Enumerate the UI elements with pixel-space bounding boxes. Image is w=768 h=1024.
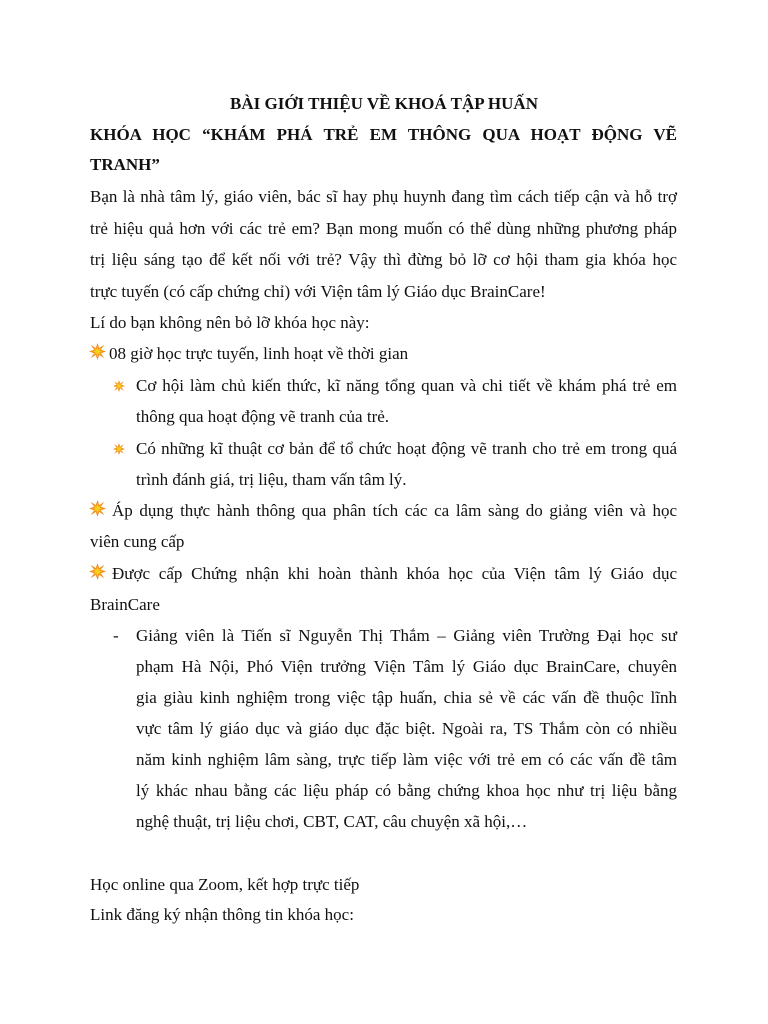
collision-burst-icon (113, 380, 125, 392)
collision-burst-icon (113, 443, 125, 455)
lecturer-line-3: gia giàu kinh nghiệm trong việc tập huấn, chia sẻ về các vấn đề thuộc lĩnh (136, 688, 677, 707)
sub-point-2-line-1: Có những kĩ thuật cơ bản để tổ chức hoạt động vẽ tranh cho trẻ em trong quá (136, 439, 677, 458)
collision-burst-icon (89, 563, 106, 580)
lecturer-line-7: nghệ thuật, trị liệu chơi, CBT, CAT, câu chuyện xã hội,… (136, 812, 528, 831)
course-title-line-2: TRANH” (90, 155, 160, 174)
course-title-line-1: KHÓA HỌC “KHÁM PHÁ TRẺ EM THÔNG QUA HOẠT ĐỘNG VẼ (90, 125, 677, 144)
lecturer-line-4: vực tâm lý giáo dục và giáo dục đặc biệt. Ngoài ra, TS Thắm còn có nhiều (136, 719, 677, 738)
point-2-line-2: viên cung cấp (90, 532, 185, 551)
dash-list-marker: - (113, 626, 119, 645)
lecturer-line-6: lý khác nhau bằng các liệu pháp có bằng chứng khoa học như trị liệu bằng (136, 781, 677, 800)
learning-mode-text: Học online qua Zoom, kết hợp trực tiếp (90, 875, 360, 894)
reasons-heading: Lí do bạn không nên bỏ lỡ khóa học này: (90, 313, 370, 332)
point-3-line-2: BrainCare (90, 595, 160, 614)
point-3-line-1: Được cấp Chứng nhận khi hoàn thành khóa học của Viện tâm lý Giáo dục (112, 564, 677, 583)
collision-burst-icon (89, 343, 106, 360)
lecturer-line-5: năm kinh nghiệm lâm sàng, trực tiếp làm việc với trẻ em có các vấn đề tâm (136, 750, 677, 769)
point-2-line-1: Áp dụng thực hành thông qua phân tích các ca lâm sàng do giảng viên và học (112, 501, 677, 520)
lecturer-line-1: Giảng viên là Tiến sĩ Nguyễn Thị Thắm – Giảng viên Trường Đại học sư (136, 626, 677, 645)
intro-line-3: trị liệu sáng tạo để kết nối với trẻ? Vậy thì đừng bỏ lỡ cơ hội tham gia khóa học (90, 250, 677, 269)
sub-point-1-line-1: Cơ hội làm chủ kiến thức, kĩ năng tổng quan và chi tiết về khám phá trẻ em (136, 376, 677, 395)
intro-line-2: trẻ hiệu quả hơn với các trẻ em? Bạn mong muốn có thể dùng những phương pháp (90, 219, 677, 238)
lecturer-line-2: phạm Hà Nội, Phó Viện trưởng Viện Tâm lý Giáo dục BrainCare, chuyên (136, 657, 677, 676)
sub-point-2-line-2: trình đánh giá, trị liệu, tham vấn tâm lý. (136, 470, 407, 489)
registration-link-label: Link đăng ký nhận thông tin khóa học: (90, 905, 354, 924)
intro-line-4: trực tuyến (có cấp chứng chỉ) với Viện tâm lý Giáo dục BrainCare! (90, 282, 546, 301)
intro-line-1: Bạn là nhà tâm lý, giáo viên, bác sĩ hay phụ huynh đang tìm cách tiếp cận và hỗ trợ (90, 187, 677, 206)
collision-burst-icon (89, 500, 106, 517)
point-1-text: 08 giờ học trực tuyến, linh hoạt về thời gian (109, 344, 409, 363)
document-title: BÀI GIỚI THIỆU VỀ KHOÁ TẬP HUẤN (230, 94, 538, 113)
sub-point-1-line-2: thông qua hoạt động vẽ tranh của trẻ. (136, 407, 390, 426)
